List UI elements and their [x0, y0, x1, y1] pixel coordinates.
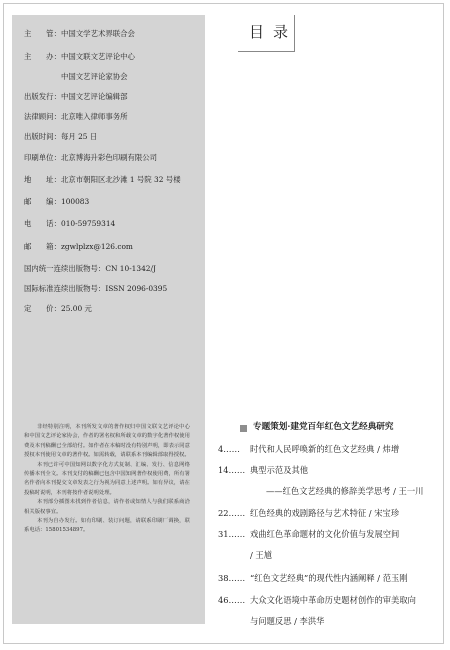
- notice-paragraph: 本刊为自办发行。如有印刷、装订问题，请联系印刷厂调换，联系电话：15801534897。: [24, 518, 190, 534]
- toc-entry-author[interactable]: 与问题反思 / 李洪华: [250, 616, 325, 626]
- toc-title: 目录: [249, 23, 298, 41]
- notice-paragraph: 本刊部分插图未找到作者信息，请作者或知情人与我们联系商洽相关版权事宜。: [24, 499, 190, 515]
- toc-entry-author[interactable]: / 王馗: [250, 550, 273, 560]
- info-row-supervisor: 主 管：中国文学艺术界联合会: [24, 29, 135, 38]
- notice-paragraph: 本刊已许可中国知网以数字化方式复制、汇编、发行、信息网络传播本刊全文。本刊支付的稿酬已包含中国知网著作权使用费，所有署名作者向本刊提交文章发表之行为视为同意上述声明。如有异议，请在投稿时说明，本刊将按作者说明处理。: [24, 461, 190, 496]
- square-bullet-icon: [240, 425, 247, 432]
- notice-paragraph: 非经特别注明，本刊所发文章的著作权归中国文联文艺评论中心和中国文艺评论家协会，作者的署名权和所载文章的数字化著作权使用费及本刊稿酬已全部给付。如作者在本稿时没有特别声明，即表示同意授权本刊使用文章的著作权。如需转载，请联系本刊编辑部取得授权。: [24, 424, 190, 459]
- section-header: 专题策划·建党百年红色文艺经典研究: [253, 422, 394, 432]
- toc-entry-title[interactable]: “红色文艺经典”的现代性内涵阐释 / 范玉刚: [250, 573, 408, 583]
- toc-entry-subtitle[interactable]: ——红色文艺经典的修辞美学思考 / 王一川: [266, 486, 424, 496]
- toc-page-number: 46……: [218, 595, 246, 605]
- info-row-postcode: 邮 编：100083: [24, 197, 90, 206]
- info-row-sponsor-2: 中国文艺评论家协会: [61, 72, 128, 81]
- info-row-legal-advisor: 法律顾问：北京唯入律师事务所: [24, 112, 128, 121]
- info-row-address: 地 址：北京市朝阳区北沙滩 1 号院 32 号楼: [24, 175, 181, 184]
- toc-entry-title[interactable]: 大众文化语境中革命历史题材创作的审美取向: [250, 595, 416, 605]
- toc-entry-title[interactable]: 典型示范及其他: [250, 465, 309, 475]
- info-row-printer: 印刷单位：北京博海升彩色印刷有限公司: [24, 153, 158, 162]
- info-row-publish-time: 出版时间：每月 25 日: [24, 132, 98, 141]
- info-row-issn: 国际标准连续出版物号：ISSN 2096-0395: [24, 284, 168, 293]
- info-row-price: 定 价：25.00 元: [24, 304, 92, 313]
- toc-title-box: [238, 15, 298, 52]
- toc-entry-title[interactable]: 红色经典的戏剧路径与艺术特征 / 宋宝珍: [250, 508, 400, 518]
- copyright-notice: [24, 423, 190, 536]
- info-row-sponsor: 主 办：中国文联文艺评论中心: [24, 52, 135, 61]
- info-row-publisher: 出版发行：中国文艺评论编辑部: [24, 92, 128, 101]
- info-row-email: 邮 箱：zgwlplzx@126.com: [24, 242, 133, 251]
- toc-entry-title[interactable]: 戏曲红色革命题材的文化价值与发展空间: [250, 529, 400, 539]
- toc-page-number: 22……: [218, 508, 246, 518]
- toc-page-number: 38……: [218, 573, 246, 583]
- toc-page-number: 4……: [218, 444, 240, 454]
- toc-page-number: 14……: [218, 465, 246, 475]
- toc-entry-title[interactable]: 时代和人民呼唤新的红色文艺经典 / 炜增: [250, 444, 400, 454]
- info-row-cn-number: 国内统一连续出版物号：CN 10-1342/J: [24, 264, 156, 273]
- info-row-phone: 电 话：010-59759314: [24, 219, 116, 228]
- toc-page-number: 31……: [218, 529, 246, 539]
